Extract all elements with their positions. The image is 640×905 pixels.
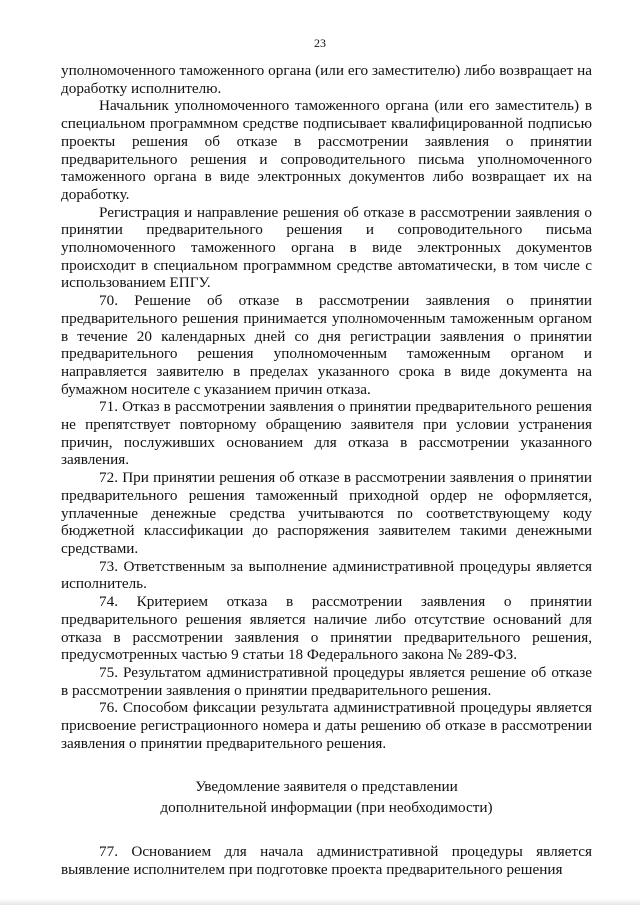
section-heading [61,776,592,818]
paragraph-75: 75. Результатом административной процедуры является решение об отказе в рассмотрении заявления о принятии предварительного решения. [61,663,592,699]
paragraph-71: 71. Отказ в рассмотрении заявления о принятии предварительного решения не препятствует повторному обращению заявителя при условии устранения причин, послуживших основанием для отказа в рассмотрении указанного заявления. [61,398,592,469]
section-heading-line-2: дополнительной информации (при необходимости) [160,799,493,817]
paragraph-head-signs: Начальник уполномоченного таможенного органа (или его заместитель) в специальном программном средстве подписывает квалифицированной подписью проекты решения об отказе в рассмотрении заявления о принятии предварительного решения и сопроводительного письма уполномоченного таможенного органа в виде электронных документов либо возвращает их на доработку. [61,97,592,203]
paragraph-77: 77. Основанием для начала административной процедуры является выявление исполнителем при подготовке проекта предварительного решения [61,843,592,879]
paragraph-continuation: уполномоченного таможенного органа (или его заместителю) либо возвращает на доработку исполнителю. [61,62,592,97]
paragraph-72: 72. При принятии решения об отказе в рассмотрении заявления о принятии предварительного решения таможенный приходной ордер не оформляется, уплаченные денежные средства учитываются по соответствующему коду бюджетной классификации до распоряжения заявителем такими денежными средствами. [61,469,592,557]
page-bottom-edge [0,899,640,905]
page-number: 23 [314,36,326,50]
section-heading-line-1: Уведомление заявителя о представлении [195,778,458,796]
paragraph-registration: Регистрация и направление решения об отказе в рассмотрении заявления о принятии предварительного решения и сопроводительного письма уполномоченного таможенного органа в виде электронных документов происходит в специальном программном средстве автоматически, в том числе с использованием ЕПГУ. [61,203,592,292]
paragraph-73: 73. Ответственным за выполнение административной процедуры является исполнитель. [61,557,592,593]
paragraph-74: 74. Критерием отказа в рассмотрении заявления о принятии предварительного решения является наличие либо отсутствие оснований для отказа в рассмотрении заявления о принятии предварительного решения, предусмотренных частью 9 статьи 18 Федерального закона № 289-ФЗ. [61,593,592,664]
paragraph-70: 70. Решение об отказе в рассмотрении заявления о принятии предварительного решения принимается уполномоченным таможенным органом в течение 20 календарных дней со дня регистрации заявления о принятии предварительного решения уполномоченным таможенным органом и направляется заявителю в пределах указанного срока в виде документа на бумажном носителе с указанием причин отказа. [61,292,592,398]
document-body [61,62,592,879]
paragraph-76: 76. Способом фиксации результата административной процедуры является присвоение регистрационного номера и даты решению об отказе в рассмотрении заявления о принятии предварительного решения. [61,699,592,752]
